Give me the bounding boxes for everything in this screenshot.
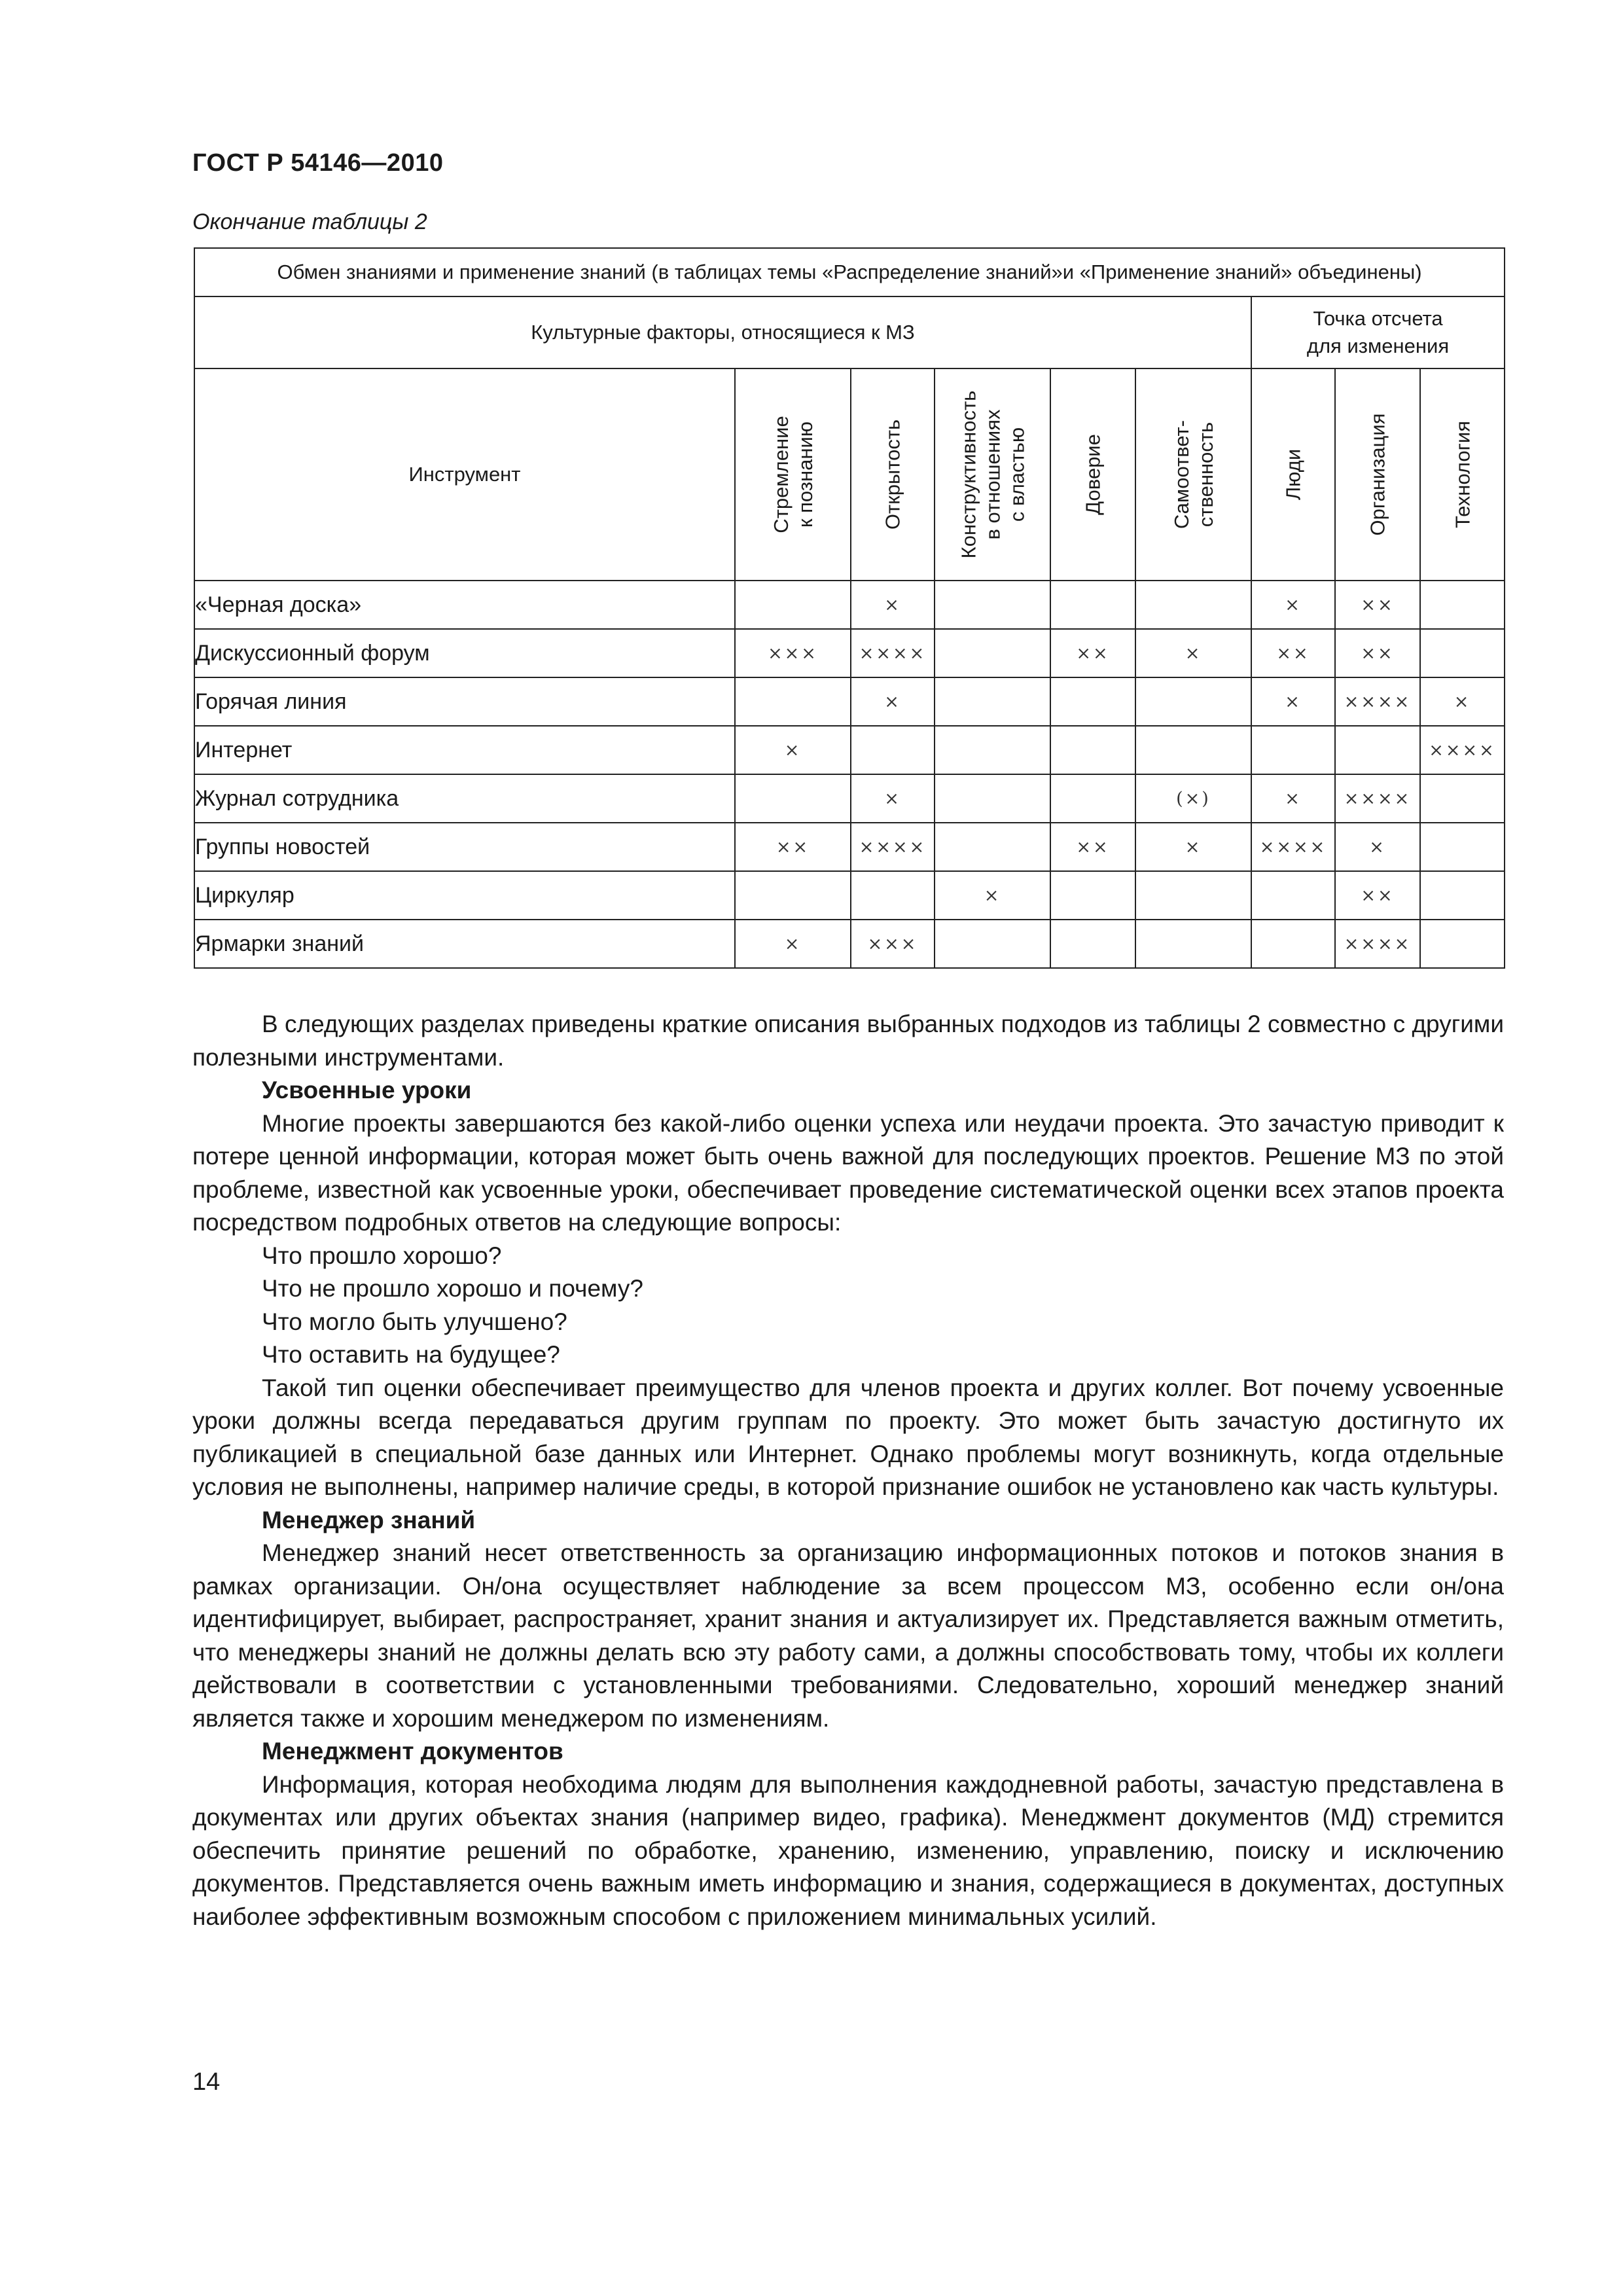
mark-cell	[935, 629, 1050, 677]
table-row	[194, 774, 1505, 823]
mark-cell	[1251, 726, 1335, 774]
paragraph: Информация, которая необходима людям для выполнения каждодневной работы, зачастую представлена в документах или других объектах знания (например видео, графика). Менеджмент документов (МД) стремится обеспечить принятие решений по обработке, хранению, изменению, управлению, поиску и исключению документов. Представляется очень важным иметь информацию и знания, содержащиеся в документах, доступных наиболее эффективным возможным способом с приложением минимальных усилий.	[192, 1770, 1504, 1930]
table-row	[194, 823, 1505, 871]
mark-cell	[1420, 774, 1505, 823]
mark-cell	[1420, 581, 1505, 629]
mark-cell	[1420, 871, 1505, 920]
mark-cell: ××	[1251, 629, 1335, 677]
paragraph: Такой тип оценки обеспечивает преимущество для членов проекта и других коллег. Вот почему усвоенные уроки должны всегда передаваться другим группам по проекту. Это может быть зачастую достигнуто их публикацией в специальной базе данных или Интернет. Однако проблемы могут возникнуть, когда отдельные условия не выполнены, например наличие среды, в которой признание ошибок не установлено как часть культуры.	[192, 1374, 1504, 1500]
mark-cell: ×	[1251, 774, 1335, 823]
column-header: Конструктивность в отношениях с властью	[935, 368, 1050, 581]
knowledge-tools-table	[194, 247, 1505, 969]
mark-cell: ××	[1050, 823, 1135, 871]
question-line: Что оставить на будущее?	[262, 1341, 560, 1368]
instrument-name: Дискуссионный форум	[194, 629, 735, 677]
section-heading: Усвоенные уроки	[262, 1077, 472, 1103]
group-header-change	[1251, 296, 1505, 368]
group-header-cultural: Культурные факторы, относящиеся к МЗ	[194, 296, 1251, 368]
mark-cell: ×	[935, 871, 1050, 920]
mark-cell	[1050, 677, 1135, 726]
table-top-header: Обмен знаниями и применение знаний (в таблицах темы «Распределение знаний»и «Применение знаний» объединены)	[194, 248, 1505, 296]
table-row	[194, 629, 1505, 677]
mark-cell	[1135, 871, 1251, 920]
mark-cell	[851, 726, 935, 774]
mark-cell	[1050, 920, 1135, 968]
mark-cell	[1251, 920, 1335, 968]
mark-cell	[1050, 581, 1135, 629]
mark-cell: ×	[1251, 677, 1335, 726]
mark-cell	[1135, 920, 1251, 968]
paragraph: В следующих разделах приведены краткие описания выбранных подходов из таблицы 2 совместно с другими полезными инструментами.	[192, 1011, 1504, 1071]
table-caption: Окончание таблицы 2	[192, 209, 427, 234]
mark-cell	[1135, 581, 1251, 629]
question-line: Что прошло хорошо?	[262, 1242, 502, 1269]
instrument-name: «Черная доска»	[194, 581, 735, 629]
mark-cell: ×	[1335, 823, 1420, 871]
mark-cell	[1050, 774, 1135, 823]
mark-cell	[935, 920, 1050, 968]
table-row	[194, 677, 1505, 726]
group-change-line-1: Точка отсчета	[1313, 307, 1443, 330]
mark-cell: ××××	[851, 629, 935, 677]
instrument-name: Группы новостей	[194, 823, 735, 871]
mark-cell: ××××	[1335, 677, 1420, 726]
mark-cell	[851, 871, 935, 920]
mark-cell: ×	[1135, 823, 1251, 871]
mark-cell: ×	[851, 774, 935, 823]
mark-cell: ××××	[851, 823, 935, 871]
document-header: ГОСТ Р 54146—2010	[192, 149, 444, 177]
mark-cell: ×××	[735, 629, 851, 677]
mark-cell	[1135, 677, 1251, 726]
mark-cell	[935, 774, 1050, 823]
column-header: Технология	[1420, 368, 1505, 581]
question-line: Что могло быть улучшено?	[262, 1308, 567, 1335]
mark-cell	[935, 726, 1050, 774]
mark-cell: ×	[1251, 581, 1335, 629]
mark-cell	[1420, 823, 1505, 871]
mark-cell	[735, 871, 851, 920]
mark-cell	[1420, 920, 1505, 968]
instrument-name: Ярмарки знаний	[194, 920, 735, 968]
body-text	[192, 1008, 1504, 1933]
mark-cell: ××	[1335, 629, 1420, 677]
column-header: Люди	[1251, 368, 1335, 581]
mark-cell: ××××	[1251, 823, 1335, 871]
mark-cell: ××××	[1335, 774, 1420, 823]
mark-cell	[935, 677, 1050, 726]
mark-cell: ××	[735, 823, 851, 871]
mark-cell	[935, 823, 1050, 871]
column-header: Стремление к познанию	[735, 368, 851, 581]
instrument-name: Горячая линия	[194, 677, 735, 726]
table-row	[194, 920, 1505, 968]
instrument-name: Журнал сотрудника	[194, 774, 735, 823]
mark-cell: ××××	[1335, 920, 1420, 968]
column-header: Доверие	[1050, 368, 1135, 581]
instrument-name: Интернет	[194, 726, 735, 774]
mark-cell: (×)	[1135, 774, 1251, 823]
mark-cell	[935, 581, 1050, 629]
section-heading: Менеджер знаний	[262, 1506, 476, 1534]
instrument-column-header: Инструмент	[194, 368, 735, 581]
mark-cell: ××	[1335, 871, 1420, 920]
column-header: Открытость	[851, 368, 935, 581]
mark-cell: ×××	[851, 920, 935, 968]
mark-cell	[1050, 726, 1135, 774]
column-header: Организация	[1335, 368, 1420, 581]
section-heading: Менеджмент документов	[262, 1738, 563, 1765]
mark-cell	[1050, 871, 1135, 920]
mark-cell	[1251, 871, 1335, 920]
page-number: 14	[192, 2068, 221, 2096]
mark-cell: ××	[1335, 581, 1420, 629]
table-body	[194, 581, 1505, 968]
question-line: Что не прошло хорошо и почему?	[262, 1275, 643, 1302]
paragraph: Менеджер знаний несет ответственность за организацию информационных потоков и потоков знания в рамках организации. Он/она осуществляет наблюдение за всем процессом МЗ, особенно если он/она идентифицирует, выбирает, распространяет, хранит знания и актуализирует их. Представляется важным отметить, что менеджеры знаний не должны делать всю эту работу сами, а должны способствовать тому, чтобы их коллеги действовали в соответствии с установленными требованиями. Следовательно, хороший менеджер знаний является также и хорошим менеджером по изменениям.	[192, 1539, 1504, 1732]
mark-cell: ×	[1420, 677, 1505, 726]
mark-cell: ××××	[1420, 726, 1505, 774]
column-header: Самоответ- ственность	[1135, 368, 1251, 581]
mark-cell: ×	[735, 920, 851, 968]
mark-cell	[735, 677, 851, 726]
mark-cell	[1420, 629, 1505, 677]
mark-cell: ×	[1135, 629, 1251, 677]
mark-cell	[735, 581, 851, 629]
group-change-line-2: для изменения	[1306, 334, 1450, 357]
mark-cell	[735, 774, 851, 823]
instrument-name: Циркуляр	[194, 871, 735, 920]
table-row	[194, 871, 1505, 920]
table-row	[194, 581, 1505, 629]
mark-cell	[1135, 726, 1251, 774]
mark-cell: ×	[851, 581, 935, 629]
table-row	[194, 726, 1505, 774]
mark-cell	[1335, 726, 1420, 774]
mark-cell: ××	[1050, 629, 1135, 677]
paragraph: Многие проекты завершаются без какой-либо оценки успеха или неудачи проекта. Это зачастую приводит к потере ценной информации, которая может быть очень важной для последующих проектов. Решение МЗ по этой проблеме, известной как усвоенные уроки, обеспечивает проведение систематической оценки всех этапов проекта посредством подробных ответов на следующие вопросы:	[192, 1109, 1504, 1236]
mark-cell: ×	[851, 677, 935, 726]
mark-cell: ×	[735, 726, 851, 774]
